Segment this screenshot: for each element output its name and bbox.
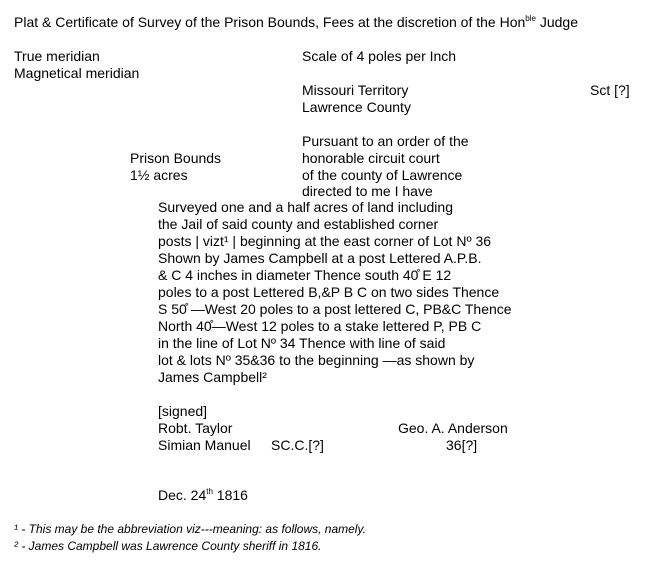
prison-bounds-label: Prison Bounds [130, 150, 222, 166]
order-line: Pursuant to an order of the [302, 133, 469, 149]
scc-note: SC.C.[?] [271, 437, 324, 453]
heading-text: Plat & Certificate of Survey of the Prison Bounds, Fees at the discretion of the Hon [14, 14, 526, 30]
narrative-line: Shown by James Campbell at a post Lettered A.P.B. [158, 250, 482, 266]
order-line: of the county of Lawrence [302, 167, 463, 183]
heading-suffix: Judge [535, 14, 579, 30]
magnetical-meridian-label: Magnetical meridian [14, 65, 140, 81]
true-meridian-label: True meridian [14, 48, 100, 64]
survey-narrative [158, 199, 512, 386]
order-line: honorable circuit court [302, 150, 440, 166]
heading-superscript: ble [525, 14, 536, 23]
footnote-2: ² - James Campbell was Lawrence County sheriff in 1816. [14, 539, 322, 553]
order-line: directed to me I have [302, 183, 433, 199]
narrative-line: in the line of Lot Nº 34 Thence with line of said [158, 335, 446, 351]
signed-note: [signed] [158, 403, 208, 419]
sct-label: Sct [?] [590, 82, 630, 98]
date-prefix: Dec. 24 [158, 487, 207, 503]
narrative-line: posts | vizt¹ | beginning at the east corner of Lot Nº 36 [158, 233, 492, 249]
footnote-1: ¹ - This may be the abbreviation viz---meaning: as follows, namely. [14, 522, 366, 536]
narrative-line: S 50̊ —West 20 poles to a post lettered C, PB&C Thence [158, 301, 512, 317]
narrative-line: poles to a post Lettered B,&P B C on two sides Thence [158, 284, 500, 300]
narrative-line: lot & lots Nº 35&36 to the beginning —as shown by [158, 352, 475, 368]
scale-label: Scale of 4 poles per Inch [302, 48, 457, 64]
date-year: 1816 [212, 487, 248, 503]
document-date [158, 487, 248, 504]
county-label: Lawrence County [302, 99, 411, 115]
signature-anderson: Geo. A. Anderson [398, 420, 508, 436]
narrative-line: & C 4 inches in diameter Thence south 40̊ E 12 [158, 267, 452, 283]
date-superscript: th [206, 487, 213, 496]
territory-label: Missouri Territory [302, 82, 409, 98]
signature-taylor: Robt. Taylor [158, 420, 233, 436]
signature-manuel: Simian Manuel [158, 437, 251, 453]
acreage-label: 1½ acres [130, 167, 188, 183]
document-heading [14, 14, 578, 31]
narrative-line: North 40̊—West 12 poles to a stake lettered P, PB C [158, 318, 482, 334]
anderson-ref: 36[?] [446, 437, 478, 453]
narrative-line: Surveyed one and a half acres of land including [158, 199, 453, 215]
narrative-line: James Campbell² [158, 369, 267, 385]
narrative-line: the Jail of said county and established corner [158, 216, 439, 232]
